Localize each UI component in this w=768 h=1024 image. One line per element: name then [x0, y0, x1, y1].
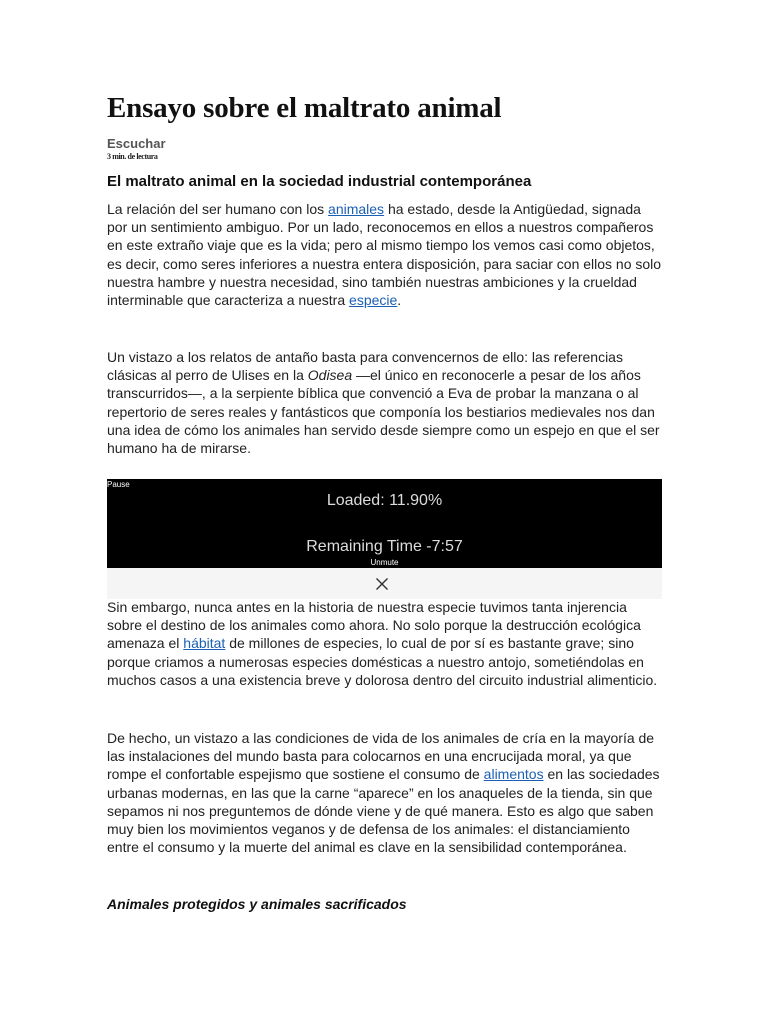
paragraph-text: La relación del ser humano con los	[107, 201, 329, 217]
pause-button[interactable]: Pause	[107, 480, 130, 489]
paragraph-odisea	[107, 348, 662, 457]
paragraph-text: De hecho, un vistazo a las condiciones de vida de los animales de cría en la mayoría de las instalaciones del mundo basta para colocarnos en una encrucijada moral, ya que rompe el confortable espejismo que sostiene el consumo de	[107, 730, 655, 783]
paragraph-intro	[107, 200, 662, 309]
link-especie[interactable]: especie	[349, 292, 398, 309]
paragraph-text: ha estado, desde la Antigüedad, signada por un sentimiento ambiguo. Por un lado, reconocemos en ellos a nuestros compañeros en este extraño viaje que es la vida; pero al mismo tiempo los vemos casi como objetos, es decir, como seres inferiores a nuestra entera disposición, para saciar con ellos no solo nuestra hambre y nuestra necesidad, sino también nuestras ambiciones y la crueldad interminable que caracteriza a nuestra	[107, 201, 662, 309]
listen-button[interactable]: Escuchar	[107, 136, 166, 151]
paragraph-text: de millones de especies, lo cual de por sí es bastante grave; sino porque criamos a numerosas especies domésticas a nuestro antojo, sometiéndolas en muchos casos a una existencia breve y dolorosa dentro del circuito industrial alimenticio.	[107, 635, 658, 688]
paragraph-injerencia	[107, 598, 662, 689]
video-close-bar	[107, 568, 662, 599]
paragraph-text: .	[397, 292, 402, 309]
paragraph-text: en las sociedades urbanas modernas, en las que la carne “aparece” en los anaqueles de la tienda, sin que sepamos ni nos preguntemos de dónde viene y de qué manera. Esto es algo que saben muy bien los movimientos veganos y de defensa de los animales: el distanciamiento entre el consumo y la muerte del animal es clave en la sensibilidad contemporánea.	[107, 766, 660, 856]
remaining-time: Remaining Time -7:57	[306, 538, 463, 555]
paragraph-text: —el único en reconocerle a pesar de los años transcurridos—, a la serpiente bíblica que convenció a Eva de probar la manzana o al repertorio de seres reales y fantásticos que componía los bestiarios medievales nos dan una idea de cómo los animales han servido desde siempre como un espejo en que el ser humano ha de mirarse.	[107, 367, 660, 457]
link-alimentos[interactable]: alimentos	[483, 766, 544, 783]
paragraph-consumo	[107, 729, 662, 856]
video-player[interactable]	[107, 479, 662, 568]
paragraph-text: Sin embargo, nunca antes en la historia de nuestra especie tuvimos tanta injerencia sobre el destino de los animales como ahora. No solo porque la destrucción ecológica amenaza el	[107, 599, 641, 652]
loaded-status: Loaded: 11.90%	[326, 492, 443, 509]
paragraph-text: Un vistazo a los relatos de antaño basta para convencernos de ello: las referencias clásicas al perro de Ulises en la	[107, 349, 623, 384]
read-time: 3 min. de lectura	[107, 152, 158, 161]
article-subtitle: El maltrato animal en la sociedad industrial contemporánea	[107, 173, 532, 190]
italic-odisea: Odisea	[307, 367, 353, 384]
page-title: Ensayo sobre el maltrato animal	[107, 92, 502, 124]
link-animales[interactable]: animales	[328, 201, 385, 217]
section-heading: Animales protegidos y animales sacrificados	[107, 896, 407, 912]
link-habitat[interactable]: hábitat	[183, 635, 226, 652]
close-icon[interactable]	[375, 577, 389, 591]
unmute-button[interactable]: Unmute	[370, 558, 399, 567]
